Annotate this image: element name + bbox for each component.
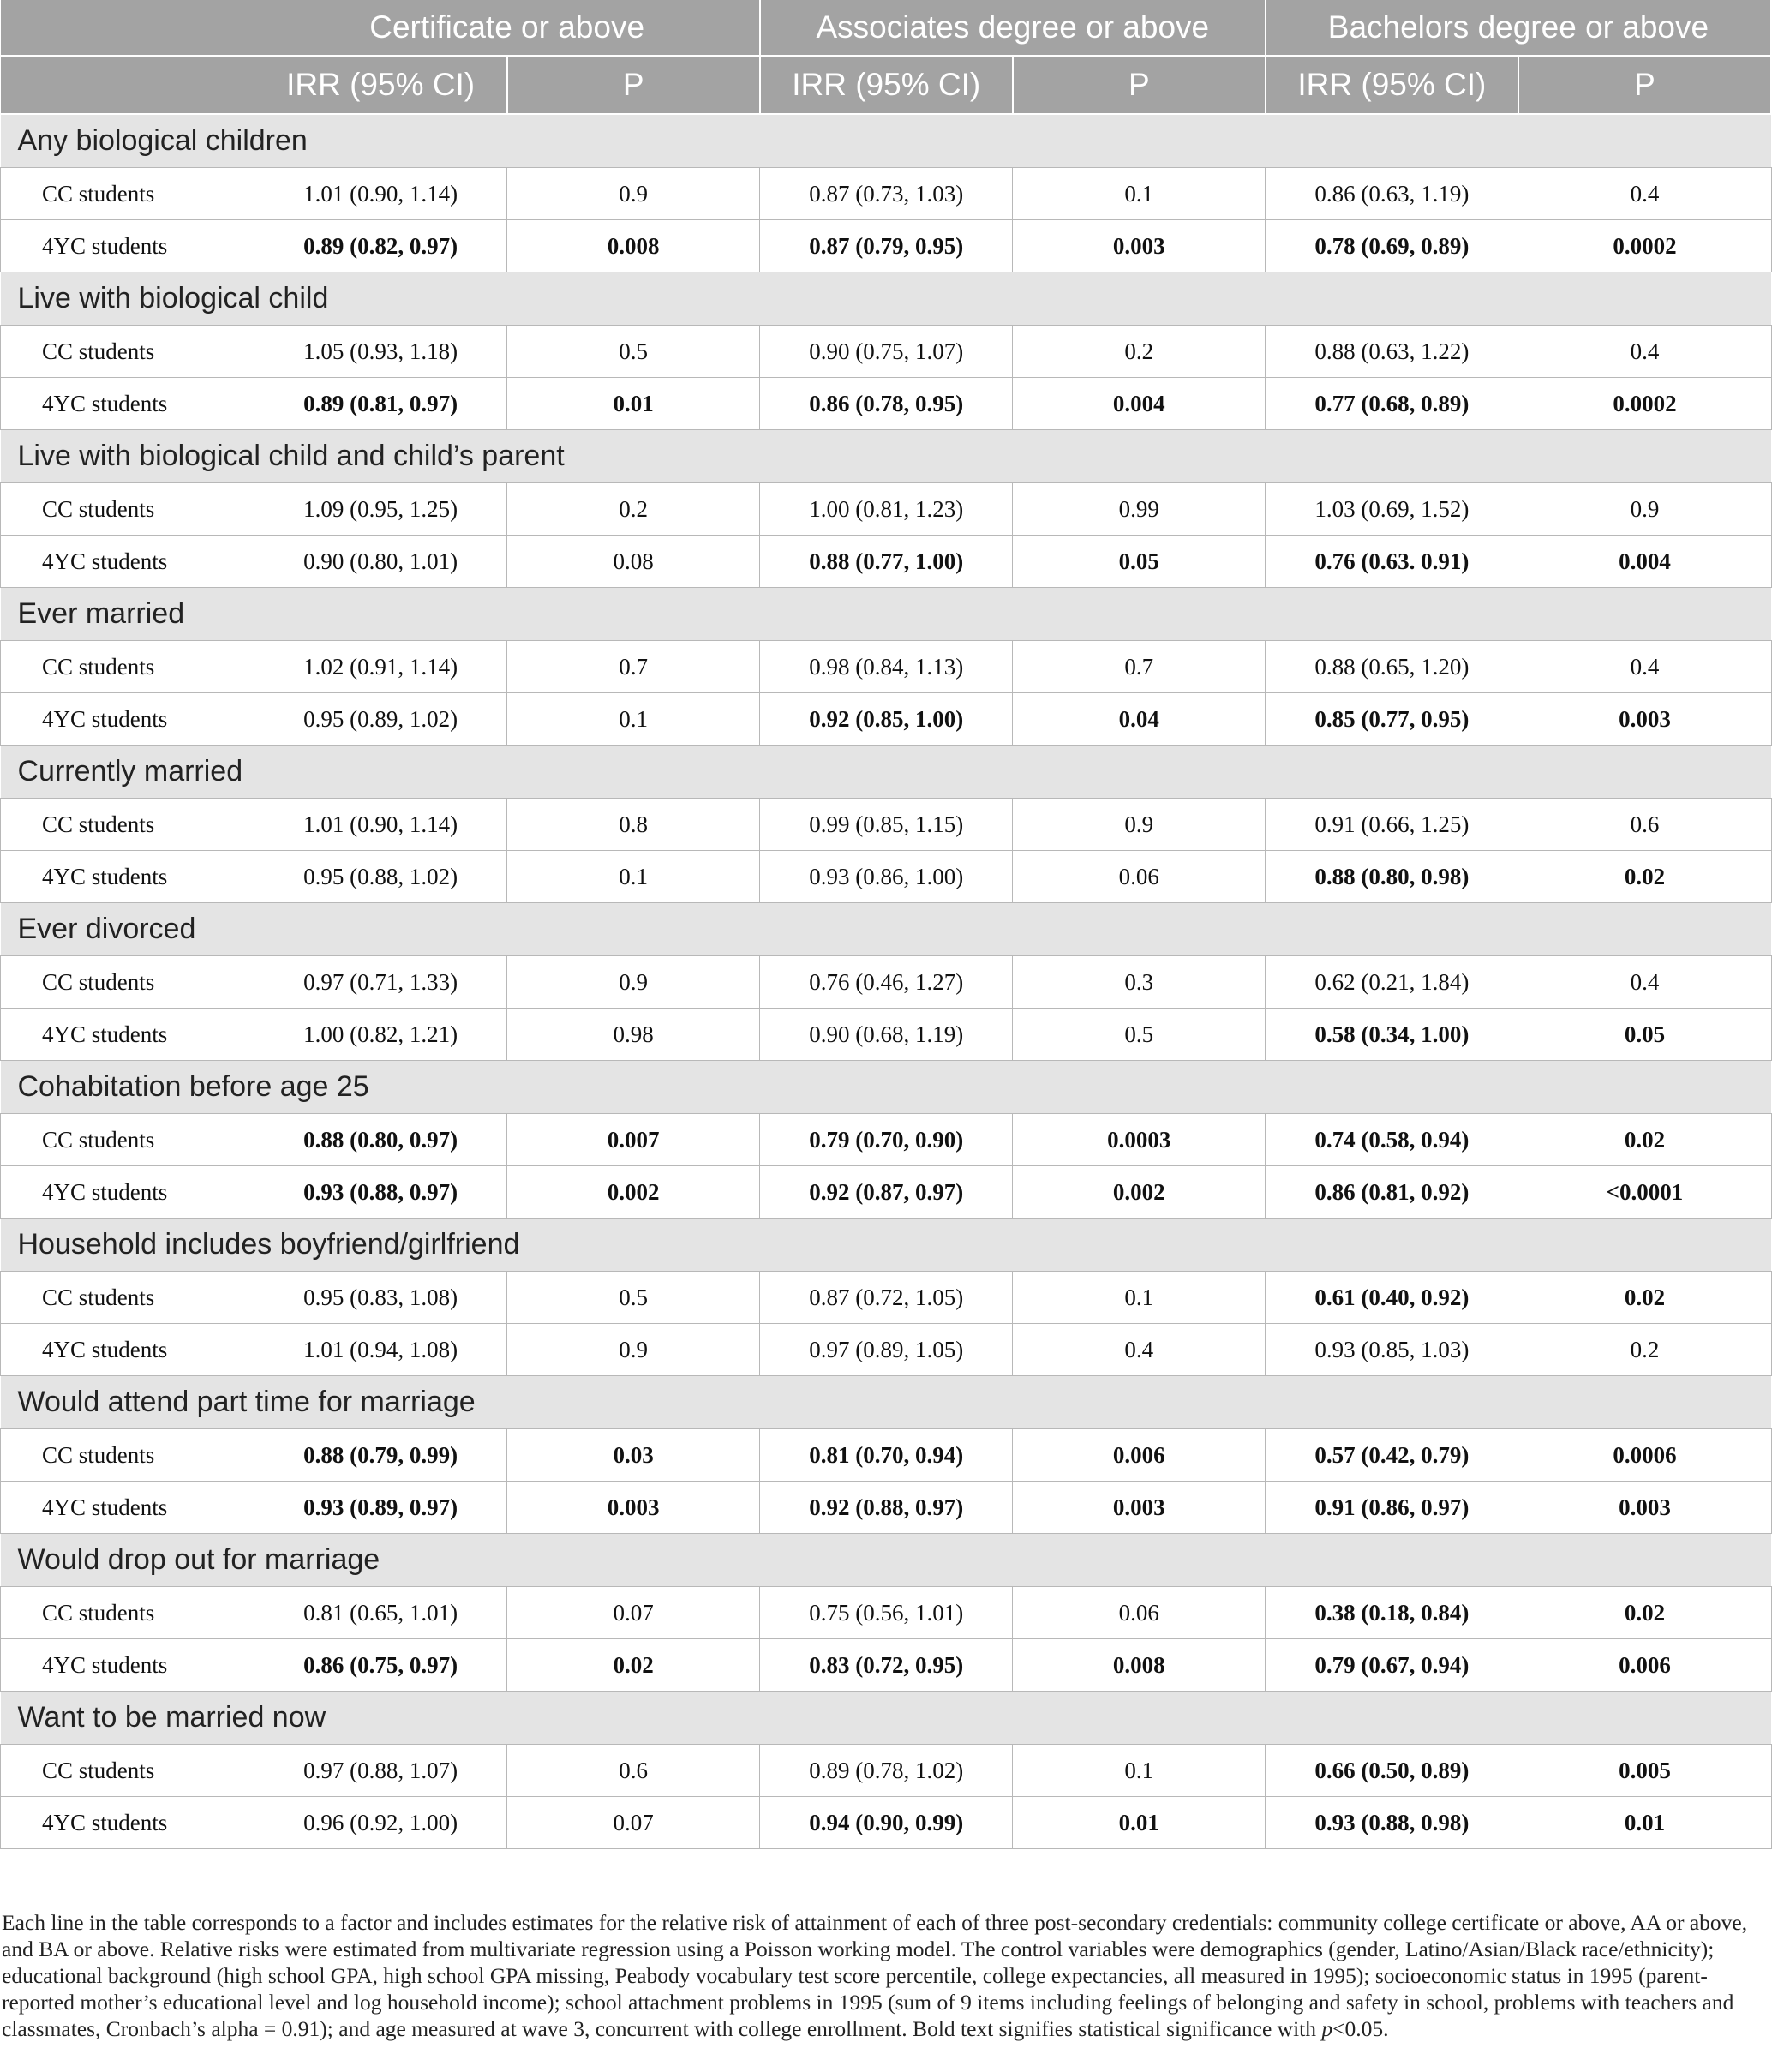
irr-cell: 0.88 (0.80, 0.98) bbox=[1266, 851, 1518, 903]
header-blank-cell bbox=[1, 56, 254, 114]
p-value-cell: 0.06 bbox=[1013, 851, 1266, 903]
p-value-cell: 0.006 bbox=[1013, 1429, 1266, 1482]
irr-cell: 1.09 (0.95, 1.25) bbox=[254, 483, 507, 536]
p-value-cell: 0.003 bbox=[1518, 1482, 1771, 1534]
p-value-cell: 0.5 bbox=[1013, 1009, 1266, 1061]
p-value-cell: 0.9 bbox=[1013, 799, 1266, 851]
row-label: CC students bbox=[1, 1114, 254, 1166]
irr-cell: 0.66 (0.50, 0.89) bbox=[1266, 1745, 1518, 1797]
table-row bbox=[1, 799, 1772, 851]
p-value-cell: 0.4 bbox=[1518, 956, 1771, 1009]
p-value-cell: 0.1 bbox=[1013, 1745, 1266, 1797]
section-title: Ever married bbox=[1, 588, 1772, 641]
p-value-cell: 0.01 bbox=[507, 378, 760, 430]
p-value-cell: 0.98 bbox=[507, 1009, 760, 1061]
p-value-cell: <0.0001 bbox=[1518, 1166, 1771, 1219]
section-title: Household includes boyfriend/girlfriend bbox=[1, 1219, 1772, 1272]
irr-cell: 1.01 (0.90, 1.14) bbox=[254, 168, 507, 220]
row-label: CC students bbox=[1, 799, 254, 851]
irr-cell: 0.87 (0.73, 1.03) bbox=[760, 168, 1013, 220]
p-value-cell: 0.7 bbox=[507, 641, 760, 693]
irr-cell: 0.93 (0.86, 1.00) bbox=[760, 851, 1013, 903]
p-value-cell: 0.007 bbox=[507, 1114, 760, 1166]
p-value-cell: 0.2 bbox=[507, 483, 760, 536]
p-value-cell: 0.01 bbox=[1013, 1797, 1266, 1849]
header-subcol: P bbox=[1518, 56, 1771, 114]
irr-cell: 0.77 (0.68, 0.89) bbox=[1266, 378, 1518, 430]
header-group-associates: Associates degree or above bbox=[760, 0, 1266, 56]
p-value-cell: 0.4 bbox=[1518, 641, 1771, 693]
p-value-cell: 0.008 bbox=[1013, 1639, 1266, 1692]
table-row bbox=[1, 1429, 1772, 1482]
irr-cell: 0.90 (0.80, 1.01) bbox=[254, 536, 507, 588]
row-label: 4YC students bbox=[1, 1639, 254, 1692]
p-value-cell: 0.003 bbox=[1013, 1482, 1266, 1534]
irr-cell: 1.02 (0.91, 1.14) bbox=[254, 641, 507, 693]
table-row bbox=[1, 483, 1772, 536]
p-value-cell: 0.9 bbox=[507, 168, 760, 220]
row-label: CC students bbox=[1, 956, 254, 1009]
footnote-text: Each line in the table corresponds to a factor and includes estimates for the relative risk of attainment of each of three post-secondary credentials: community college certificate or above, AA or above, and BA or above. Relative risks were estimated from multivariate regression using a Poisson working model. The control variables were demographics (gender, Latino/Asian/Black race/ethnicity); educational background (high school GPA, high school GPA missing, Peabody vocabulary test score percentile, college expectancies, all measured in 1995); socioeconomic status in 1995 (parent-reported mother’s educational level and log household income); school attachment problems in 1995 (sum of 9 items including feelings of belonging and safety in school, problems with teachers and classmates, Cronbach’s alpha = 0.91); and age measured at wave 3, concurrent with college enrollment. Bold text signifies statistical significance with bbox=[2, 1910, 1748, 2041]
table-row bbox=[1, 536, 1772, 588]
irr-cell: 0.85 (0.77, 0.95) bbox=[1266, 693, 1518, 746]
p-value-cell: 0.99 bbox=[1013, 483, 1266, 536]
p-value-cell: 0.02 bbox=[507, 1639, 760, 1692]
p-value-cell: 0.1 bbox=[1013, 1272, 1266, 1324]
irr-cell: 1.00 (0.81, 1.23) bbox=[760, 483, 1013, 536]
irr-cell: 0.87 (0.72, 1.05) bbox=[760, 1272, 1013, 1324]
section-header-row bbox=[1, 272, 1772, 326]
row-label: CC students bbox=[1, 326, 254, 378]
p-value-cell: 0.07 bbox=[507, 1797, 760, 1849]
header-group-certificate: Certificate or above bbox=[254, 0, 760, 56]
irr-cell: 0.83 (0.72, 0.95) bbox=[760, 1639, 1013, 1692]
row-label: CC students bbox=[1, 641, 254, 693]
section-title: Currently married bbox=[1, 746, 1772, 799]
row-label: 4YC students bbox=[1, 1009, 254, 1061]
section-title: Would attend part time for marriage bbox=[1, 1376, 1772, 1429]
p-value-cell: 0.9 bbox=[1518, 483, 1771, 536]
row-label: 4YC students bbox=[1, 1797, 254, 1849]
section-title: Any biological children bbox=[1, 114, 1772, 168]
table-row bbox=[1, 1272, 1772, 1324]
table-footnote bbox=[0, 1909, 1767, 2042]
p-value-cell: 0.005 bbox=[1518, 1745, 1771, 1797]
section-header-row bbox=[1, 1534, 1772, 1587]
irr-cell: 0.96 (0.92, 1.00) bbox=[254, 1797, 507, 1849]
irr-cell: 1.01 (0.90, 1.14) bbox=[254, 799, 507, 851]
p-value-cell: 0.0002 bbox=[1518, 220, 1771, 272]
irr-cell: 0.74 (0.58, 0.94) bbox=[1266, 1114, 1518, 1166]
p-value-cell: 0.002 bbox=[1013, 1166, 1266, 1219]
row-label: CC students bbox=[1, 1272, 254, 1324]
p-value-cell: 0.6 bbox=[507, 1745, 760, 1797]
irr-cell: 0.88 (0.65, 1.20) bbox=[1266, 641, 1518, 693]
irr-cell: 0.88 (0.79, 0.99) bbox=[254, 1429, 507, 1482]
p-value-cell: 0.002 bbox=[507, 1166, 760, 1219]
table-row bbox=[1, 956, 1772, 1009]
table-row bbox=[1, 693, 1772, 746]
irr-cell: 0.89 (0.81, 0.97) bbox=[254, 378, 507, 430]
p-value-cell: 0.7 bbox=[1013, 641, 1266, 693]
header-group-bachelors: Bachelors degree or above bbox=[1266, 0, 1771, 56]
row-label: CC students bbox=[1, 1429, 254, 1482]
p-value-cell: 0.07 bbox=[507, 1587, 760, 1639]
row-label: 4YC students bbox=[1, 693, 254, 746]
irr-cell: 0.62 (0.21, 1.84) bbox=[1266, 956, 1518, 1009]
header-subcol: IRR (95% CI) bbox=[1266, 56, 1518, 114]
p-value-cell: 0.0003 bbox=[1013, 1114, 1266, 1166]
irr-cell: 1.03 (0.69, 1.52) bbox=[1266, 483, 1518, 536]
table-body bbox=[1, 114, 1772, 1849]
irr-cell: 1.00 (0.82, 1.21) bbox=[254, 1009, 507, 1061]
header-subcol: P bbox=[1013, 56, 1266, 114]
irr-cell: 0.79 (0.67, 0.94) bbox=[1266, 1639, 1518, 1692]
row-label: 4YC students bbox=[1, 1166, 254, 1219]
irr-cell: 0.92 (0.85, 1.00) bbox=[760, 693, 1013, 746]
irr-cell: 0.91 (0.66, 1.25) bbox=[1266, 799, 1518, 851]
irr-cell: 0.92 (0.87, 0.97) bbox=[760, 1166, 1013, 1219]
irr-cell: 0.76 (0.63. 0.91) bbox=[1266, 536, 1518, 588]
table-row bbox=[1, 1797, 1772, 1849]
row-label: 4YC students bbox=[1, 1324, 254, 1376]
table-row bbox=[1, 1745, 1772, 1797]
p-value-cell: 0.6 bbox=[1518, 799, 1771, 851]
p-value-cell: 0.004 bbox=[1518, 536, 1771, 588]
row-label: 4YC students bbox=[1, 220, 254, 272]
irr-cell: 0.88 (0.77, 1.00) bbox=[760, 536, 1013, 588]
table-row bbox=[1, 1639, 1772, 1692]
irr-cell: 0.89 (0.82, 0.97) bbox=[254, 220, 507, 272]
section-title: Cohabitation before age 25 bbox=[1, 1061, 1772, 1114]
p-value-cell: 0.1 bbox=[507, 851, 760, 903]
p-value-cell: 0.5 bbox=[507, 326, 760, 378]
section-header-row bbox=[1, 1061, 1772, 1114]
irr-cell: 0.97 (0.89, 1.05) bbox=[760, 1324, 1013, 1376]
irr-cell: 1.01 (0.94, 1.08) bbox=[254, 1324, 507, 1376]
p-value-cell: 0.4 bbox=[1013, 1324, 1266, 1376]
p-value-cell: 0.003 bbox=[507, 1482, 760, 1534]
header-blank-cell bbox=[1, 0, 254, 56]
p-value-cell: 0.05 bbox=[1518, 1009, 1771, 1061]
p-value-cell: 0.0002 bbox=[1518, 378, 1771, 430]
p-value-cell: 0.02 bbox=[1518, 1587, 1771, 1639]
irr-cell: 0.99 (0.85, 1.15) bbox=[760, 799, 1013, 851]
table-row bbox=[1, 1166, 1772, 1219]
irr-cell: 0.95 (0.88, 1.02) bbox=[254, 851, 507, 903]
p-value-cell: 0.004 bbox=[1013, 378, 1266, 430]
table-row bbox=[1, 1482, 1772, 1534]
irr-cell: 0.61 (0.40, 0.92) bbox=[1266, 1272, 1518, 1324]
header-subcol: P bbox=[507, 56, 760, 114]
p-value-cell: 0.02 bbox=[1518, 851, 1771, 903]
irr-cell: 0.79 (0.70, 0.90) bbox=[760, 1114, 1013, 1166]
header-subcol: IRR (95% CI) bbox=[760, 56, 1013, 114]
row-label: 4YC students bbox=[1, 536, 254, 588]
section-title: Live with biological child bbox=[1, 272, 1772, 326]
row-label: CC students bbox=[1, 483, 254, 536]
irr-cell: 0.93 (0.88, 0.98) bbox=[1266, 1797, 1518, 1849]
row-label: 4YC students bbox=[1, 851, 254, 903]
p-value-cell: 0.2 bbox=[1013, 326, 1266, 378]
irr-cell: 0.38 (0.18, 0.84) bbox=[1266, 1587, 1518, 1639]
p-value-cell: 0.8 bbox=[507, 799, 760, 851]
p-value-cell: 0.01 bbox=[1518, 1797, 1771, 1849]
p-value-cell: 0.06 bbox=[1013, 1587, 1266, 1639]
irr-cell: 0.95 (0.83, 1.08) bbox=[254, 1272, 507, 1324]
section-title: Would drop out for marriage bbox=[1, 1534, 1772, 1587]
irr-cell: 0.90 (0.68, 1.19) bbox=[760, 1009, 1013, 1061]
header-row-subcols bbox=[1, 56, 1772, 114]
irr-cell: 0.93 (0.89, 0.97) bbox=[254, 1482, 507, 1534]
p-value-cell: 0.9 bbox=[507, 956, 760, 1009]
irr-cell: 0.90 (0.75, 1.07) bbox=[760, 326, 1013, 378]
irr-cell: 0.86 (0.75, 0.97) bbox=[254, 1639, 507, 1692]
p-value-cell: 0.008 bbox=[507, 220, 760, 272]
section-header-row bbox=[1, 903, 1772, 956]
p-value-cell: 0.08 bbox=[507, 536, 760, 588]
irr-cell: 0.58 (0.34, 1.00) bbox=[1266, 1009, 1518, 1061]
irr-cell: 0.93 (0.88, 0.97) bbox=[254, 1166, 507, 1219]
table-row bbox=[1, 851, 1772, 903]
header-row-groups bbox=[1, 0, 1772, 56]
section-header-row bbox=[1, 588, 1772, 641]
row-label: CC students bbox=[1, 1745, 254, 1797]
irr-cell: 0.98 (0.84, 1.13) bbox=[760, 641, 1013, 693]
table-row bbox=[1, 168, 1772, 220]
section-header-row bbox=[1, 746, 1772, 799]
p-value-cell: 0.03 bbox=[507, 1429, 760, 1482]
irr-cell: 0.87 (0.79, 0.95) bbox=[760, 220, 1013, 272]
p-value-cell: 0.4 bbox=[1518, 168, 1771, 220]
p-value-cell: 0.1 bbox=[1013, 168, 1266, 220]
irr-cell: 0.94 (0.90, 0.99) bbox=[760, 1797, 1013, 1849]
section-header-row bbox=[1, 114, 1772, 168]
table-row bbox=[1, 220, 1772, 272]
p-value-cell: 0.02 bbox=[1518, 1272, 1771, 1324]
irr-cell: 0.93 (0.85, 1.03) bbox=[1266, 1324, 1518, 1376]
irr-cell: 0.95 (0.89, 1.02) bbox=[254, 693, 507, 746]
table-row bbox=[1, 1114, 1772, 1166]
section-header-row bbox=[1, 1376, 1772, 1429]
irr-cell: 0.88 (0.63, 1.22) bbox=[1266, 326, 1518, 378]
irr-cell: 0.76 (0.46, 1.27) bbox=[760, 956, 1013, 1009]
p-value-cell: 0.04 bbox=[1013, 693, 1266, 746]
irr-cell: 0.88 (0.80, 0.97) bbox=[254, 1114, 507, 1166]
p-value-cell: 0.2 bbox=[1518, 1324, 1771, 1376]
p-value-cell: 0.006 bbox=[1518, 1639, 1771, 1692]
table-row bbox=[1, 378, 1772, 430]
header-subcol: IRR (95% CI) bbox=[254, 56, 507, 114]
irr-cell: 0.86 (0.78, 0.95) bbox=[760, 378, 1013, 430]
irr-cell: 0.91 (0.86, 0.97) bbox=[1266, 1482, 1518, 1534]
p-value-cell: 0.4 bbox=[1518, 326, 1771, 378]
irr-cell: 0.86 (0.63, 1.19) bbox=[1266, 168, 1518, 220]
irr-cell: 0.57 (0.42, 0.79) bbox=[1266, 1429, 1518, 1482]
p-value-cell: 0.3 bbox=[1013, 956, 1266, 1009]
row-label: 4YC students bbox=[1, 378, 254, 430]
p-value-cell: 0.003 bbox=[1013, 220, 1266, 272]
table-row bbox=[1, 326, 1772, 378]
irr-cell: 0.89 (0.78, 1.02) bbox=[760, 1745, 1013, 1797]
table-row bbox=[1, 1009, 1772, 1061]
p-value-cell: 0.05 bbox=[1013, 536, 1266, 588]
table-row bbox=[1, 1587, 1772, 1639]
footnote-threshold: <0.05. bbox=[1332, 2016, 1389, 2041]
irr-cell: 0.75 (0.56, 1.01) bbox=[760, 1587, 1013, 1639]
irr-cell: 0.86 (0.81, 0.92) bbox=[1266, 1166, 1518, 1219]
section-title: Ever divorced bbox=[1, 903, 1772, 956]
row-label: CC students bbox=[1, 1587, 254, 1639]
table-row bbox=[1, 641, 1772, 693]
section-header-row bbox=[1, 1219, 1772, 1272]
irr-cell: 0.92 (0.88, 0.97) bbox=[760, 1482, 1013, 1534]
p-value-cell: 0.9 bbox=[507, 1324, 760, 1376]
irr-cell: 0.81 (0.70, 0.94) bbox=[760, 1429, 1013, 1482]
section-title: Want to be married now bbox=[1, 1692, 1772, 1745]
section-title: Live with biological child and child’s parent bbox=[1, 430, 1772, 483]
p-value-cell: 0.02 bbox=[1518, 1114, 1771, 1166]
table-row bbox=[1, 1324, 1772, 1376]
irr-cell: 1.05 (0.93, 1.18) bbox=[254, 326, 507, 378]
row-label: CC students bbox=[1, 168, 254, 220]
section-header-row bbox=[1, 430, 1772, 483]
irr-cell: 0.78 (0.69, 0.89) bbox=[1266, 220, 1518, 272]
irr-cell: 0.97 (0.71, 1.33) bbox=[254, 956, 507, 1009]
row-label: 4YC students bbox=[1, 1482, 254, 1534]
p-value-cell: 0.1 bbox=[507, 693, 760, 746]
section-header-row bbox=[1, 1692, 1772, 1745]
p-value-cell: 0.0006 bbox=[1518, 1429, 1771, 1482]
footnote-p-symbol: p bbox=[1321, 2016, 1333, 2041]
irr-cell: 0.97 (0.88, 1.07) bbox=[254, 1745, 507, 1797]
p-value-cell: 0.003 bbox=[1518, 693, 1771, 746]
p-value-cell: 0.5 bbox=[507, 1272, 760, 1324]
irr-cell: 0.81 (0.65, 1.01) bbox=[254, 1587, 507, 1639]
